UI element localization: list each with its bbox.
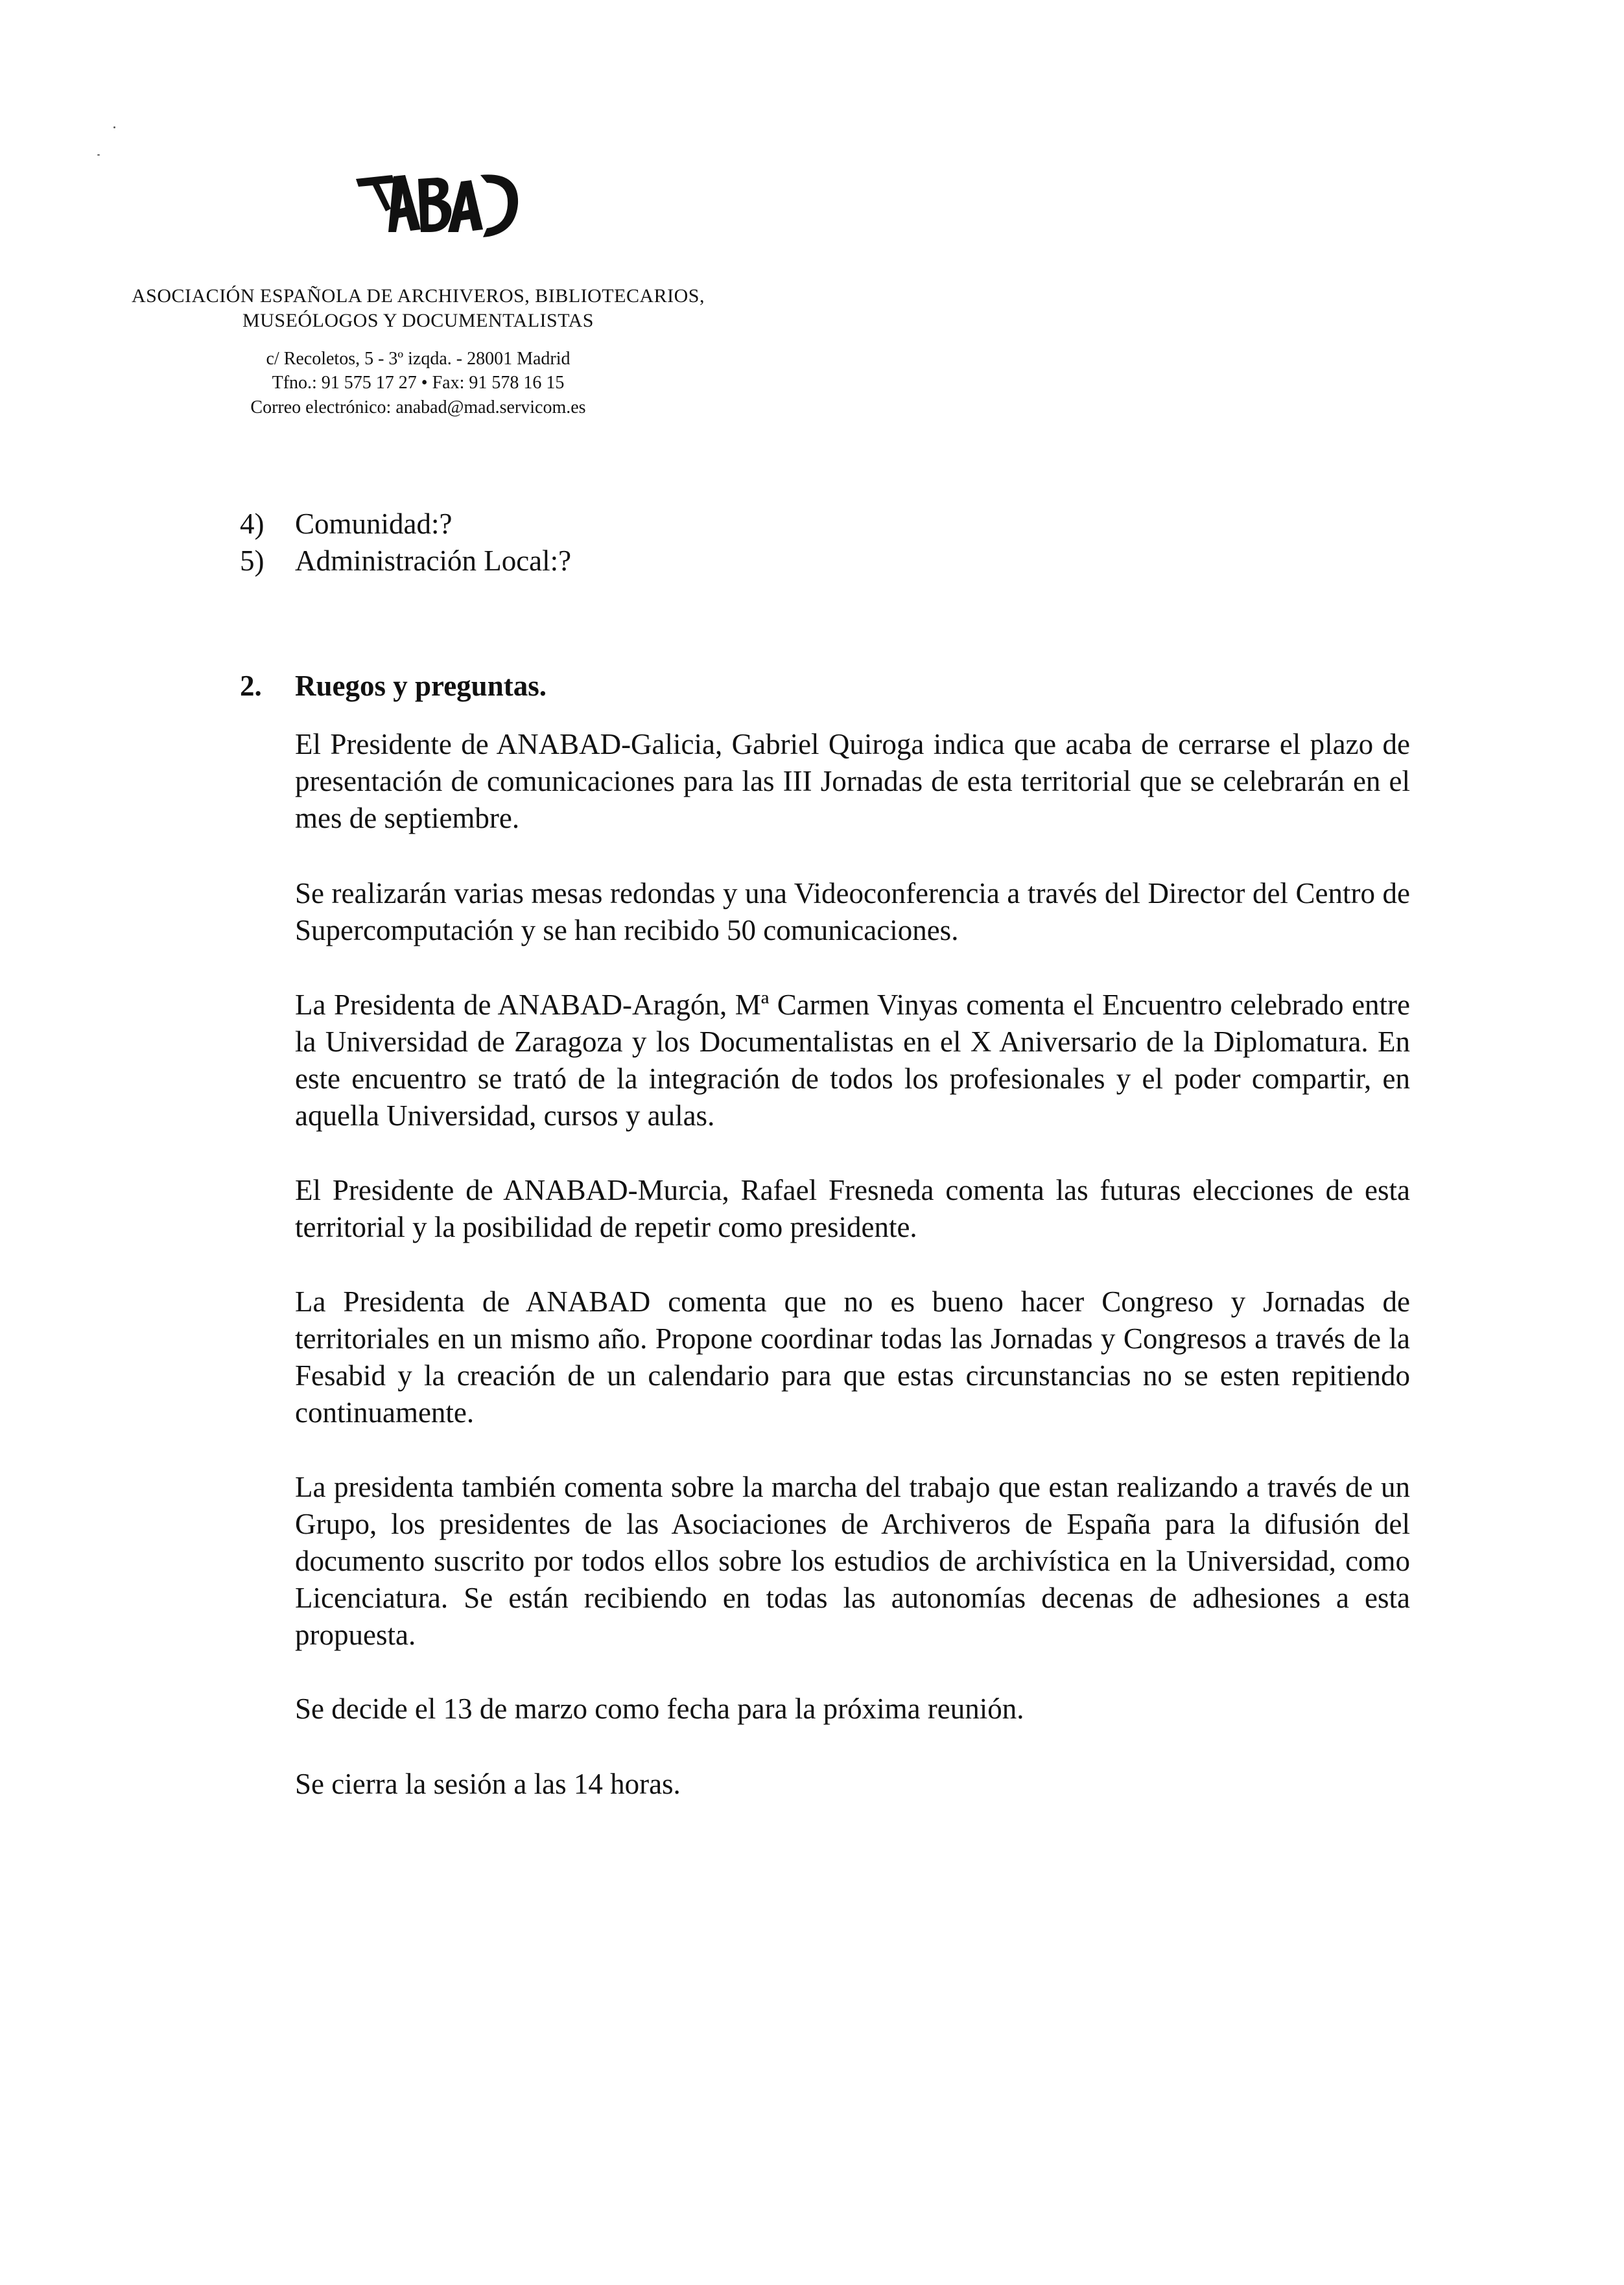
scan-speck	[97, 154, 100, 156]
list-item-number: 5)	[240, 545, 265, 577]
paragraph: La Presidenta de ANABAD-Aragón, Mª Carmen Vinyas comenta el Encuentro celebrado entre la Universidad de Zaragoza y los Documentalistas en el X Aniversario de la Diplomatura. En este encuentro se trató de la integración de todos los profesionales y el poder compartir, en aquella Universidad, cursos y aulas.	[295, 989, 1410, 1132]
paragraph: La presidenta también comenta sobre la marcha del trabajo que estan realizando a través de un Grupo, los presidentes de las Asociaciones de Archiveros de España para la difusión del documento suscrito por todos ellos sobre los estudios de archivística en la Universidad, como Licenciatura. Se están recibiendo en todas las autonomías decenas de adhesiones a esta propuesta.	[295, 1471, 1410, 1651]
org-phone-fax: Tfno.: 91 575 17 27 • Fax: 91 578 16 15	[272, 373, 565, 393]
section-number: 2.	[240, 670, 262, 702]
section-heading	[240, 668, 547, 705]
org-email: Correo electrónico: anabad@mad.servicom.es	[250, 397, 586, 417]
list-item-number: 4)	[240, 508, 265, 540]
list-item	[240, 543, 571, 580]
org-name-line-2: MUSEÓLOGOS Y DOCUMENTALISTAS	[242, 310, 594, 331]
paragraph: Se decide el 13 de marzo como fecha para la próxima reunión.	[295, 1693, 1024, 1725]
list-item-text: Administración Local:?	[295, 545, 572, 577]
anabad-logo-icon	[353, 170, 522, 241]
agenda-sublist	[240, 506, 571, 580]
paragraph: El Presidente de ANABAD-Galicia, Gabriel Quiroga indica que acaba de cerrarse el plazo de presentación de comunicaciones para las III Jornadas de esta territorial que se celebrarán en el mes de septiembre.	[295, 728, 1410, 834]
org-address: c/ Recoletos, 5 - 3º izqda. - 28001 Madrid	[266, 349, 571, 369]
paragraph: Se realizarán varias mesas redondas y una Videoconferencia a través del Director del Centro de Supercomputación y se han recibido 50 comunicaciones.	[295, 877, 1410, 946]
list-item	[240, 506, 571, 543]
scan-speck	[113, 126, 115, 128]
section-title: Ruegos y preguntas.	[295, 670, 547, 702]
org-name-line-1: ASOCIACIÓN ESPAÑOLA DE ARCHIVEROS, BIBLIOTECARIOS,	[132, 285, 705, 307]
list-item-text: Comunidad:?	[295, 508, 453, 540]
paragraph: Se cierra la sesión a las 14 horas.	[295, 1768, 681, 1800]
paragraph: El Presidente de ANABAD-Murcia, Rafael Fresneda comenta las futuras elecciones de esta territorial y la posibilidad de repetir como presidente.	[295, 1174, 1410, 1243]
paragraph: La Presidenta de ANABAD comenta que no es bueno hacer Congreso y Jornadas de territoriales en un mismo año. Propone coordinar todas las Jornadas y Congresos a través de la Fesabid y la creación de un calendario para que estas circunstancias no se esten repitiendo continuamente.	[295, 1285, 1410, 1429]
